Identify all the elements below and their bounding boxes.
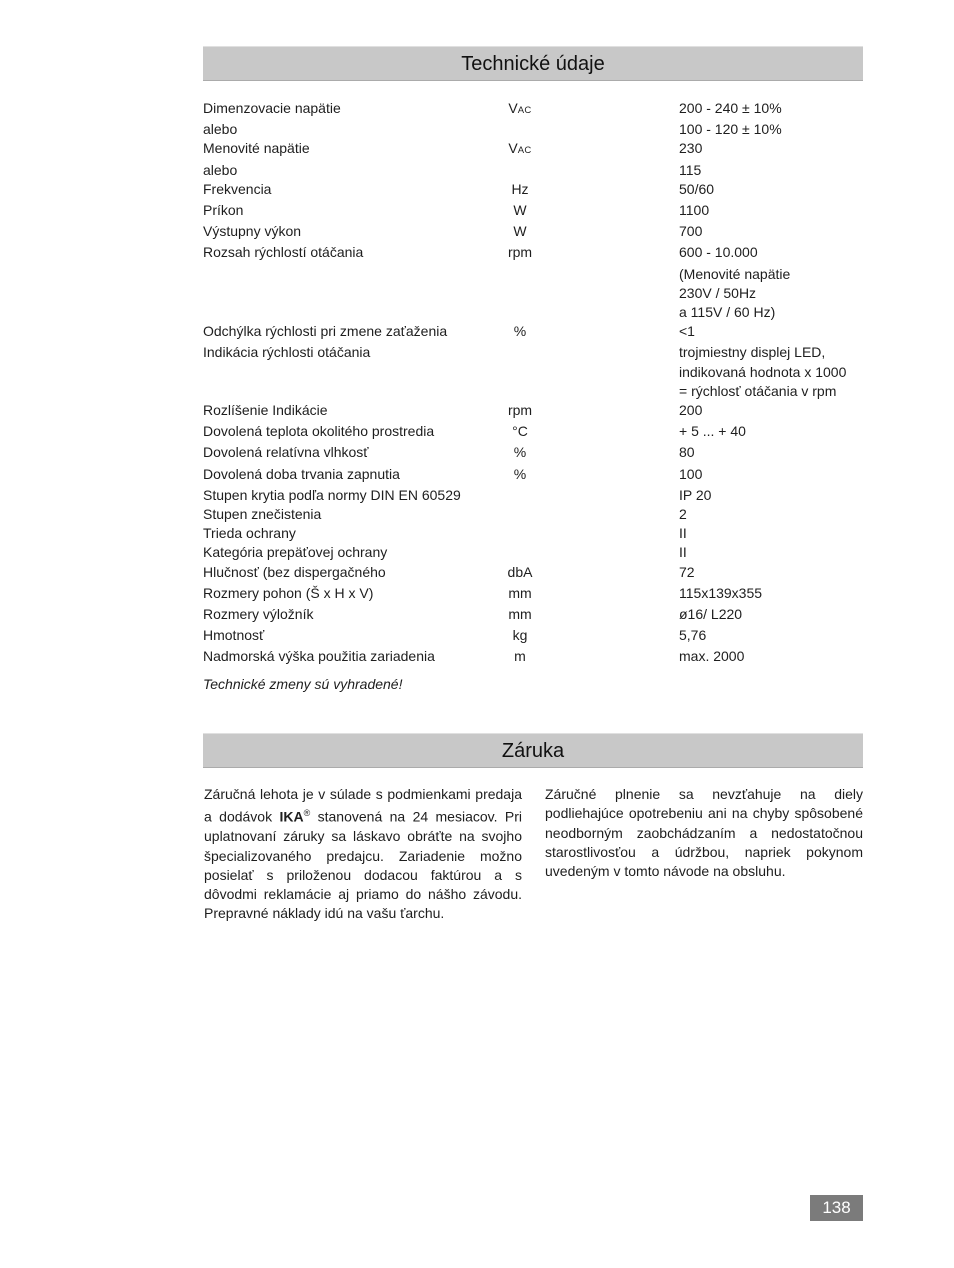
spec-unit-sub: AC [517, 145, 532, 157]
spec-unit-main: W [513, 223, 527, 240]
spec-value: II [679, 525, 687, 542]
spec-unit-main: Hz [511, 180, 529, 197]
spec-row [203, 265, 863, 284]
spec-value: ø16/ L220 [679, 606, 743, 623]
spec-label: Frekvencia [203, 180, 272, 197]
spec-unit [480, 543, 560, 562]
spec-unit [480, 465, 560, 486]
spec-value: 2 [679, 506, 687, 523]
spec-label: Odchýlka rýchlosti pri zmene zaťaženia [203, 323, 448, 340]
spec-unit [480, 222, 560, 243]
spec-label: Dovolená teplota okolitého prostredia [203, 423, 435, 440]
spec-label: Menovité napätie [203, 140, 310, 157]
spec-row [203, 363, 863, 382]
spec-label: alebo [203, 121, 238, 138]
spec-row [203, 201, 863, 222]
spec-row [203, 465, 863, 486]
spec-label: alebo [203, 161, 238, 178]
spec-unit [480, 322, 560, 343]
spec-row [203, 139, 863, 160]
spec-value: max. 2000 [679, 648, 745, 665]
spec-value: 115 [679, 161, 702, 178]
spec-unit-main: kg [512, 627, 528, 644]
spec-row [203, 505, 863, 524]
spec-unit [480, 139, 560, 160]
spec-value: 1100 [679, 202, 710, 219]
spec-row [203, 647, 863, 668]
spec-unit [480, 647, 560, 668]
spec-label [203, 284, 480, 303]
spec-unit [480, 201, 560, 222]
spec-label: Hmotnosť [203, 627, 265, 644]
spec-unit [480, 343, 560, 362]
spec-unit [480, 243, 560, 264]
spec-row [203, 180, 863, 201]
spec-unit-main: % [513, 323, 527, 340]
spec-label: Kategória prepäťovej ochrany [203, 544, 388, 561]
spec-value: 5,76 [679, 627, 707, 644]
spec-value: + 5 ... + 40 [679, 423, 746, 440]
spec-unit [480, 161, 560, 180]
spec-value: = rýchlosť otáčania v rpm [679, 382, 837, 399]
spec-unit [480, 605, 560, 626]
spec-unit [480, 265, 560, 284]
spec-unit [480, 443, 560, 464]
spec-unit [480, 422, 560, 443]
spec-value: 700 [679, 223, 703, 240]
spec-unit [480, 563, 560, 584]
spec-row [203, 243, 863, 264]
spec-row [203, 605, 863, 626]
spec-unit [480, 626, 560, 647]
spec-row [203, 543, 863, 562]
spec-label: Trieda ochrany [203, 525, 296, 542]
spec-value: 600 - 10.000 [679, 244, 758, 261]
spec-row [203, 443, 863, 464]
spec-label: Rozsah rýchlostí otáčania [203, 244, 364, 261]
spec-row [203, 161, 863, 180]
spec-value: IP 20 [679, 486, 712, 503]
warranty-right-paragraph: Záručné plnenie sa nevzťahuje na diely podliehajúce opotrebeniu ani na chyby spôsobené neodborným zaobchádzaním a nedostatočnou starostlivosťou a údržbou, napriek pokynom uvedeným v tomto návode na obsluhu. [545, 786, 863, 880]
tech-data-header [203, 46, 863, 81]
spec-unit-main: mm [508, 584, 532, 601]
spec-unit [480, 584, 560, 605]
spec-unit [480, 303, 560, 322]
spec-value: a 115V / 60 Hz) [679, 304, 776, 321]
spec-row [203, 303, 863, 322]
spec-unit-main: % [513, 444, 527, 461]
spec-label [203, 382, 480, 401]
warranty-left-text-end: stanovená na 24 mesiacov. Pri uplatnovaní záruky sa láskavo obráťte na svojho špecializovaného predajcu. Zariadenie možno posielať s priloženou dodacou faktúrou a s dôvodmi reklamácie aj priamo do nášho závodu. Prepravné náklady idú na vašu ťarchu. [204, 808, 522, 922]
spec-value: (Menovité napätie [679, 265, 791, 282]
spec-label: Rozlíšenie Indikácie [203, 402, 328, 419]
spec-row [203, 563, 863, 584]
tech-data-title: Technické údaje [461, 53, 605, 75]
spec-unit-main: °C [512, 423, 528, 440]
spec-unit-main: dbA [507, 563, 533, 580]
spec-unit-sub: AC [517, 105, 532, 116]
spec-row [203, 524, 863, 543]
spec-value: indikovaná hodnota x 1000 [679, 363, 847, 380]
spec-label [203, 363, 480, 382]
spec-table-body [203, 99, 863, 669]
spec-value: 100 [679, 465, 703, 482]
spec-label: Výstupny výkon [203, 223, 302, 240]
spec-unit-main: rpm [507, 244, 533, 261]
spec-unit-main: % [513, 465, 527, 482]
spec-label [203, 265, 480, 284]
spec-unit [480, 284, 560, 303]
spec-value: 115x139x355 [679, 584, 763, 601]
page-number: 138 [810, 1195, 863, 1221]
spec-value: 230 [679, 140, 703, 157]
spec-value: II [679, 544, 687, 561]
spec-value: 50/60 [679, 180, 715, 197]
spec-label: Stupen znečistenia [203, 506, 322, 523]
spec-unit-main: mm [508, 606, 532, 623]
spec-value: 200 - 240 ± 10% [679, 100, 782, 116]
warranty-left-paragraph [204, 785, 522, 924]
spec-row [203, 422, 863, 443]
spec-unit [480, 524, 560, 543]
spec-row [203, 322, 863, 343]
spec-row [203, 99, 863, 120]
warranty-header [203, 733, 863, 768]
spec-unit [480, 486, 560, 505]
spec-label: Stupen krytia podľa normy DIN EN 60529 [203, 486, 461, 503]
spec-unit [480, 382, 560, 401]
technical-changes-note: Technické zmeny sú vyhradené! [203, 676, 403, 692]
spec-row [203, 343, 863, 362]
spec-row [203, 284, 863, 303]
spec-row [203, 222, 863, 243]
spec-unit [480, 120, 560, 139]
spec-label: Rozmery pohon (Š x H x V) [203, 584, 374, 601]
spec-label: Hlučnosť (bez dispergačného [203, 563, 386, 580]
spec-unit [480, 180, 560, 201]
spec-value: 230V / 50Hz [679, 284, 757, 301]
spec-value: <1 [679, 323, 695, 340]
spec-label: Dovolená doba trvania zapnutia [203, 465, 400, 482]
brand-name: IKA [279, 808, 304, 825]
spec-unit [480, 505, 560, 524]
warranty-title: Záruka [501, 740, 565, 762]
spec-row [203, 626, 863, 647]
spec-row [203, 401, 863, 422]
spec-row [203, 120, 863, 139]
spec-label: Dimenzovacie napätie [203, 100, 341, 116]
spec-label: Nadmorská výška použitia zariadenia [203, 648, 435, 665]
spec-label: Príkon [203, 202, 244, 219]
spec-unit-main: m [514, 648, 526, 665]
spec-unit-main: W [513, 202, 527, 219]
spec-value: 100 - 120 ± 10% [679, 121, 782, 138]
spec-value: trojmiestny displej LED, [679, 344, 826, 361]
spec-table [203, 99, 863, 669]
spec-unit [480, 99, 560, 120]
spec-value: 80 [679, 444, 695, 461]
registered-mark: ® [303, 808, 311, 819]
spec-value: 72 [679, 563, 695, 580]
spec-unit [480, 363, 560, 382]
spec-unit-main: rpm [507, 402, 533, 419]
spec-row [203, 486, 863, 505]
spec-value: 200 [679, 402, 703, 419]
spec-label: Indikácia rýchlosti otáčania [203, 344, 371, 361]
spec-row [203, 584, 863, 605]
spec-label: Rozmery výložník [203, 606, 314, 623]
spec-unit [480, 401, 560, 422]
spec-label [203, 303, 480, 322]
warranty-left-text-start: Záručná lehota je v súlade s podmienkami predaja a dodávok [204, 786, 522, 825]
spec-label: Dovolená relatívna vlhkosť [203, 444, 369, 461]
spec-row [203, 382, 863, 401]
spec-unit-main: V [508, 100, 518, 116]
spec-unit-main: V [508, 140, 518, 157]
